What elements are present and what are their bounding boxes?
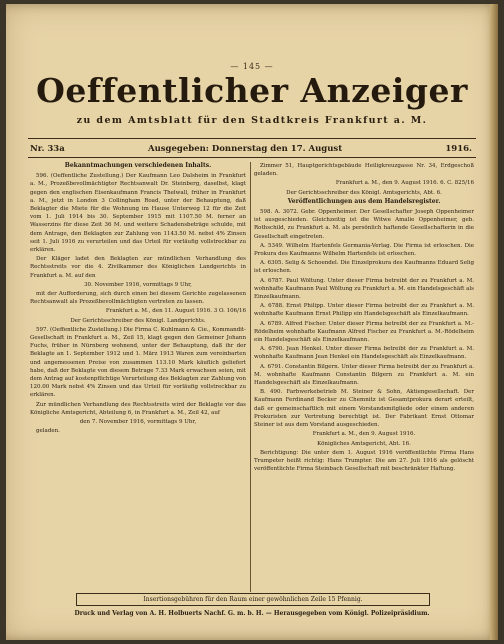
column-divider [250, 162, 251, 592]
issue-info-bar [28, 144, 476, 156]
issue-date: Ausgegeben: Donnerstag den 17. August [148, 144, 343, 154]
section-heading-notices: Bekanntmachungen verschiedenen Inhalts. [64, 162, 212, 169]
issue-year: 1916. [445, 144, 472, 154]
notice-596-summons: Der Kläger ladet den Beklagten zur mündlichen Verhandlung des Rechtsstreits vor die 4. Zivilkammer des Königlichen Landgerichts in Frankfurt a. M. auf den [30, 256, 246, 279]
masthead-title: Oeffentlicher Anzeiger [36, 71, 468, 110]
notice-597-date: den 7. November 1916, vormittags 9 Uhr, [79, 419, 197, 426]
register-entry: A. 6790. Jean Henkel. Unter dieser Firma betreibt der zu Frankfurt a. M. wohnhafte Kaufmann Jean Henkel ein Handelsgeschäft als Einzelkaufmann. [254, 346, 474, 361]
page-edge [490, 4, 498, 640]
notice-597-signature: Frankfurt a. M., den 9. August 1916. 6. C. 825/16 [335, 180, 474, 187]
fee-notice-box: Insertionsgebühren für den Raum einer gewöhnlichen Zeile 15 Pfennig. [76, 593, 430, 606]
document-page [6, 4, 498, 640]
notice-596: 596. (Oeffentliche Zustellung.) Der Kaufmann Leo Dalsheim in Frankfurt a. M., Prozeßbevollmächtigter Rechtsanwalt Dr. Steinberg, daselbst, klagt gegen den englischen Eisenkaufmann Francis Thelwall, früher in Frankfurt a. M., jetzt in London 3 Collingham Road, unter der Behauptung, daß Beklagter die Miete für die Wohnung im Hause Unterweg 12 für die Zeit vom 1. Juli 1914 bis 30. September 1915 mit 1107.50 M. ferner an Wasserzins für diese Zeit 36 M. und weitere Schadensbeträge schulde, mit dem Antrage, den Beklagten zur Zahlung von 1143.50 M. nebst 4% Zinsen seit 1. Juli 1916 zu verurteilen und das Urteil für vorläufig vollstreckbar zu erklären. [30, 173, 246, 254]
register-court: Königliches Amtsgericht, Abt. 16. [317, 440, 411, 447]
left-column [30, 162, 246, 437]
notice-596-clerk: Der Gerichtsschreiber des Königl. Landgerichts. [70, 317, 206, 324]
register-entry: A. 6791. Constantin Bilgern. Unter dieser Firma betreibt der zu Frankfurt a. M. wohnhafte Kaufmann Constantin Bilgern zu Frankfurt a. M. ein Handelsgeschäft als Einzelkaufmann. [254, 363, 474, 387]
notice-596-request: mit der Aufforderung, sich durch einen bei diesem Gerichte zugelassenen Rechtsanwalt als Prozeßbevollmächtigten vertreten zu lassen. [30, 291, 246, 306]
masthead-subtitle: zu dem Amtsblatt für den Stadtkreis Frankfurt a. M. [76, 115, 428, 126]
section-heading-register: Veröffentlichungen aus dem Handelsregister. [287, 197, 441, 205]
notice-596-signature: Frankfurt a. M., den 11. August 1916. 3 O. 106/16 [105, 308, 246, 315]
register-entry: A. 5349. Wilhelm Hartenfels Germania-Verlag. Die Firma ist erloschen. Die Prokura des Kaufmanns Wilhelm Hartenfels ist erloschen. [254, 242, 474, 258]
info-rule [28, 157, 476, 158]
top-rule [28, 138, 476, 139]
right-column [254, 162, 474, 474]
register-entry: 598. A. 3072. Gebr. Oppenheimer. Der Gesellschafter Joseph Oppenheimer ist ausgeschieden. Gleichzeitig ist die Witwe Amalie Oppenheimer, geb. Rothschild, zu Frankfurt a. M. als persönlich haftende Gesellschafterin in die Gesellschaft eingetreten. [254, 209, 474, 240]
page-number: — 145 — [230, 62, 274, 71]
register-entry: A. 6305. Selig & Schoendel. Die Einzelprokura des Kaufmanns Eduard Selig ist erloschen. [254, 260, 474, 275]
register-entry: A. 6789. Alfred Fischer. Unter dieser Firma betreibt der zu Frankfurt a. M.-Rödelheim wohnhafte Kaufmann Alfred Fischer zu Frankfurt a. M.-Rödelheim ein Handelsgeschäft als Einzelkaufmann. [254, 320, 474, 344]
register-entry: B. 490. Farbwerkebetrieb M. Steiner & Sohn, Aktiengesellschaft. Der Kaufmann Ferdinand Becker zu Chemnitz ist Gesamtprokura derart erteilt, daß er gemeinschaftlich mit einem Vorstandsmitgliede oder einem anderen Prokuristen zur Vertretung berechtigt ist. Der Fabrikant Ernst Ottomar Steiner ist aus dem Vorstand ausgeschieden. [254, 389, 474, 429]
notice-597: 597. (Oeffentliche Zustellung.) Die Firma C. Kuhlmann & Cie., Kommandit-Gesellschaft in Frankfurt a. M., Zeil 15, klagt gegen den Gemeiner Johann Fuchs, früher in Nürnberg wohnend, unter der Behauptung, daß ihr der Beklagte an 1. September 1912 und 1. März 1913 Waren zum vereinbarten und angemessenen Preise von zusammen 113.10 Mark käuflich geliefert habe, daß der Beklagte von diesem Betrage 7.33 Mark erwachsen seien, mit dem Antrag auf kostenpflichtige Verurteilung des Beklagten zur Zahlung von 120.00 Mark nebst 4% Zinsen und das Urteil für vorläufig vollstreckbar zu erklären. [30, 326, 246, 399]
register-entry: A. 6788. Ernst Philipp. Unter dieser Firma betreibt der zu Frankfurt a. M. wohnhafte Kaufmann Ernst Philipp ein Handelsgeschäft als Einzelkaufmann. [254, 303, 474, 318]
correction-notice: Berichtigung: Die unter dem 1. August 1916 veröffentlichte Firma Hans Trumpeter heißt richtig: Hans Trumpter. Die am 27. Juli 1916 als gelöscht veröffentlichte Firma Steinbach Gesellschaft mit beschränkter Haftung. [254, 449, 474, 473]
notice-597-clerk: Der Gerichtsschreiber des Königl. Amtsgerichts, Abt. 6. [286, 189, 442, 196]
notice-597-cont: Zimmer 51, Hauptgerichtsgebäude Heiligkreuzgasse Nr. 34, Erdgeschoß geladen. [254, 163, 474, 178]
register-entry: A. 6787. Paul Wöltung. Unter dieser Firma betreibt der zu Frankfurt a. M. wohnhafte Kaufmann Paul Wöltung zu Frankfurt a. M. ein Handelsgeschäft als Einzelkaufmann. [254, 277, 474, 301]
notice-597-summons: Zur mündlichen Verhandlung des Rechtsstreits wird der Beklagte vor das Königliche Amtsgericht, Abteilung 6, in Frankfurt a. M., Zeil 42, auf [30, 401, 246, 416]
register-date: Frankfurt a. M., den 9. August 1916. [312, 431, 416, 438]
imprint-line: Druck und Verlag von A. H. Holbuerts Nachf. G. m. b. H. — Herausgegeben vom Königl. Polizeipräsidium. [74, 610, 430, 617]
notice-596-date: 30. November 1916, vormittags 9 Uhr, [84, 281, 192, 288]
notice-597-end: geladen. [36, 428, 60, 435]
issue-number: Nr. 33a [30, 144, 65, 154]
